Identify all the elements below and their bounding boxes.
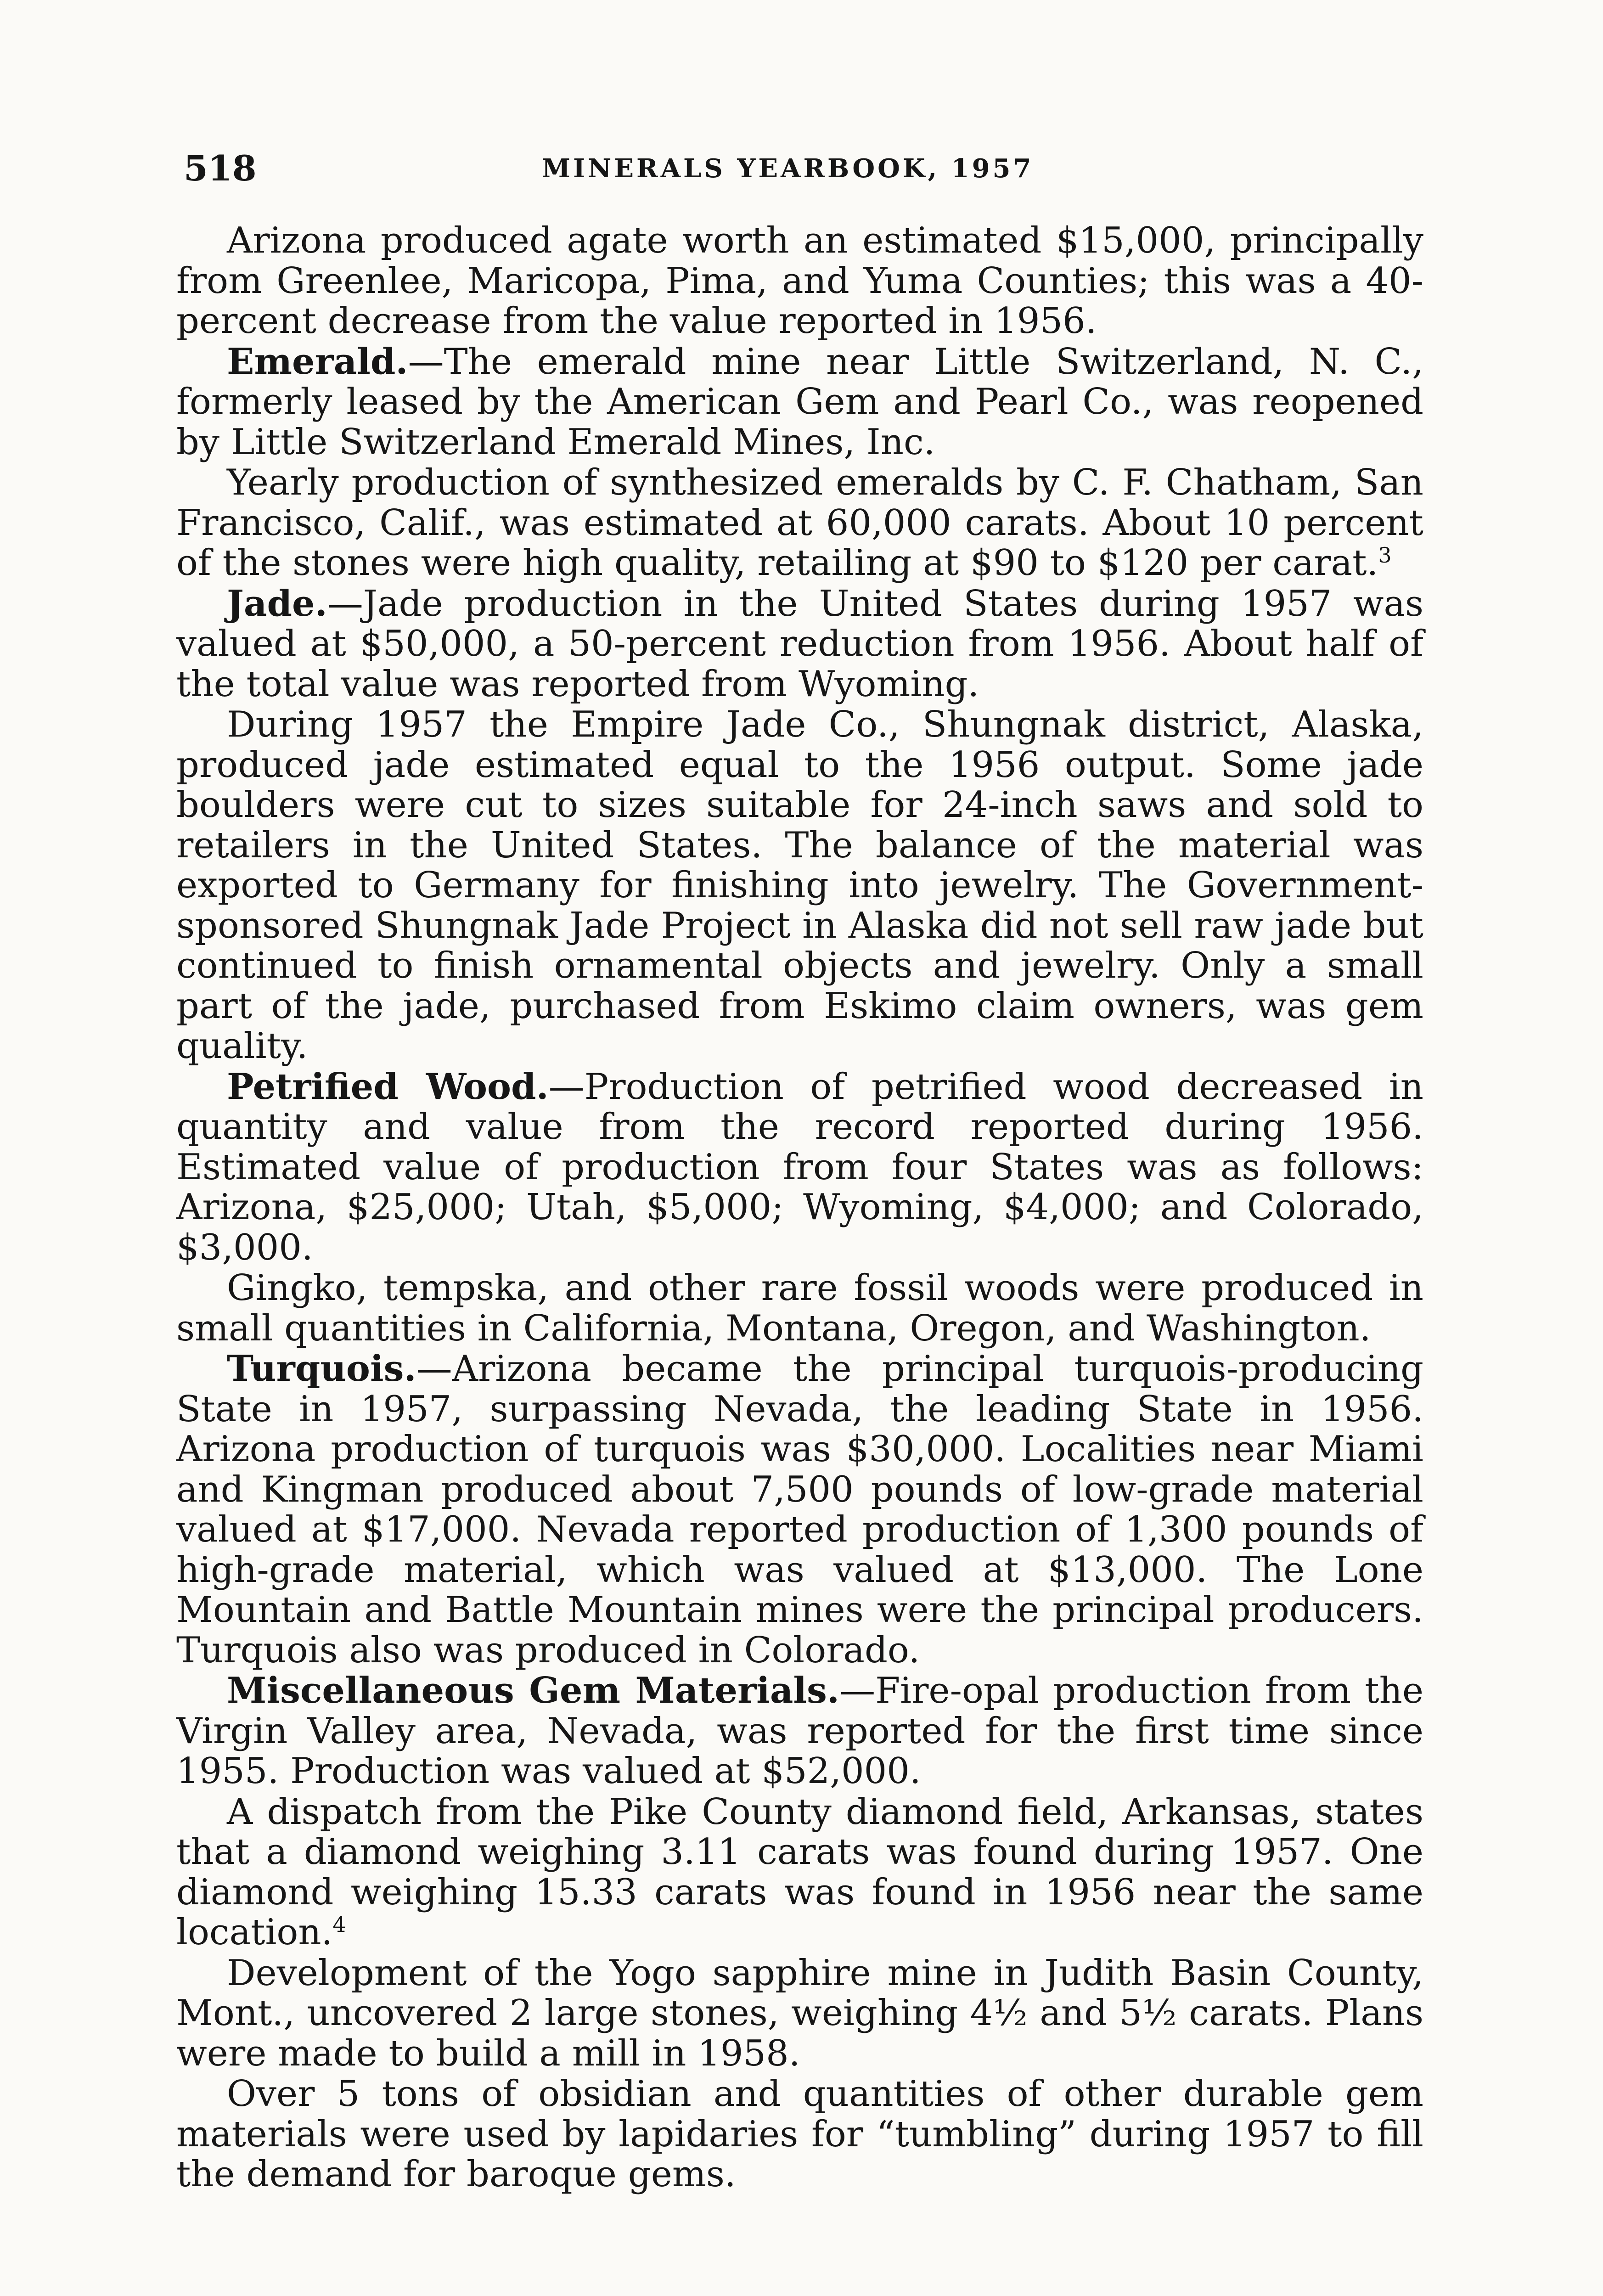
paragraph bbox=[176, 342, 1423, 463]
page-header bbox=[184, 148, 1419, 189]
paragraph-heading: Jade. bbox=[227, 582, 327, 625]
paragraph bbox=[176, 1349, 1423, 1671]
paragraph-text: —Production of petrified wood decreased in quantity and value from the record reported during 1956. Estimated value of production from four States was as follows: Arizona, $25,000; Utah, $5,000; Wyoming, $4,000; and Colorado, $3,000. bbox=[176, 1066, 1423, 1268]
footnote-ref[interactable]: 4 bbox=[332, 1912, 346, 1937]
paragraph-text: Over 5 tons of obsidian and quantities of other durable gem materials were used by lapidaries for “tumbling” during 1957 to fill the demand for baroque gems. bbox=[176, 2073, 1423, 2195]
paragraph bbox=[176, 584, 1423, 705]
paragraph bbox=[176, 1953, 1423, 2074]
paragraph-text: Yearly production of synthesized emeralds by C. F. Chatham, San Francisco, Calif., was estimated at 60,000 carats. About 10 percent of the stones were high quality, retailing at $90 to $120 per carat. bbox=[176, 462, 1423, 584]
footnote-ref[interactable]: 3 bbox=[1378, 543, 1392, 568]
paragraph-heading: Turquois. bbox=[227, 1348, 416, 1390]
paragraph-heading: Petrified Wood. bbox=[227, 1065, 549, 1108]
paragraph bbox=[176, 462, 1423, 584]
page-number: 518 bbox=[184, 148, 257, 189]
paragraph-text: —The emerald mine near Little Switzerland, N. C., formerly leased by the American Gem and Pearl Co., was reopened by Little Switzerland Emerald Mines, Inc. bbox=[176, 341, 1423, 463]
paragraph-text: —Jade production in the United States during 1957 was valued at $50,000, a 50-percent reduction from 1956. About half of the total value was reported from Wyoming. bbox=[176, 583, 1423, 705]
paragraph bbox=[176, 704, 1423, 1067]
paragraph-text: Arizona produced agate worth an estimated $15,000, principally from Greenlee, Maricopa, Pima, and Yuma Counties; this was a 40-percent decrease from the value reported in 1956. bbox=[176, 220, 1423, 342]
paragraph-text: A dispatch from the Pike County diamond field, Arkansas, states that a diamond weighing 3.11 carats was found during 1957. One diamond weighing 15.33 carats was found in 1956 near the same location. bbox=[176, 1791, 1423, 1953]
paragraph bbox=[176, 1067, 1423, 1268]
paragraph-heading: Emerald. bbox=[227, 340, 408, 383]
running-title: MINERALS YEARBOOK, 1957 bbox=[542, 153, 1034, 184]
paragraph-text: —Fire-opal production from the Virgin Valley area, Nevada, was reported for the first time since 1955. Production was valued at $52,000. bbox=[176, 1670, 1424, 1792]
paragraph bbox=[176, 2074, 1423, 2195]
paragraph-text: During 1957 the Empire Jade Co., Shungnak district, Alaska, produced jade estimated equal to the 1956 output. Some jade boulders were cut to sizes suitable for 24-inch saws and sold to retailers in the United States. The balance of the material was exported to Germany for finishing into jewelry. The Government-sponsored Shungnak Jade Project in Alaska did not sell raw jade but continued to finish ornamental objects and jewelry. Only a small part of the jade, purchased from Eskimo claim owners, was gem quality. bbox=[176, 704, 1423, 1067]
body-text bbox=[176, 220, 1423, 2195]
paragraph-text: —Arizona became the principal turquois-producing State in 1957, surpassing Nevada, the leading State in 1956. Arizona production of turquois was $30,000. Localities near Miami and Kingman produced about 7,500 pounds of low-grade material valued at $17,000. Nevada reported production of 1,300 pounds of high-grade material, which was valued at $13,000. The Lone Mountain and Battle Mountain mines were the principal producers. Turquois also was produced in Colorado. bbox=[176, 1348, 1423, 1671]
paragraph bbox=[176, 1792, 1423, 1953]
paragraph bbox=[176, 220, 1423, 342]
paragraph bbox=[176, 1671, 1423, 1792]
paragraph-text: Gingko, tempska, and other rare fossil woods were produced in small quantities in California, Montana, Oregon, and Washington. bbox=[176, 1267, 1423, 1349]
paragraph-text: Development of the Yogo sapphire mine in Judith Basin County, Mont., uncovered 2 large stones, weighing 4½ and 5½ carats. Plans were made to build a mill in 1958. bbox=[176, 1952, 1423, 2074]
paragraph bbox=[176, 1268, 1423, 1349]
paragraph-heading: Miscellaneous Gem Materials. bbox=[227, 1670, 840, 1711]
